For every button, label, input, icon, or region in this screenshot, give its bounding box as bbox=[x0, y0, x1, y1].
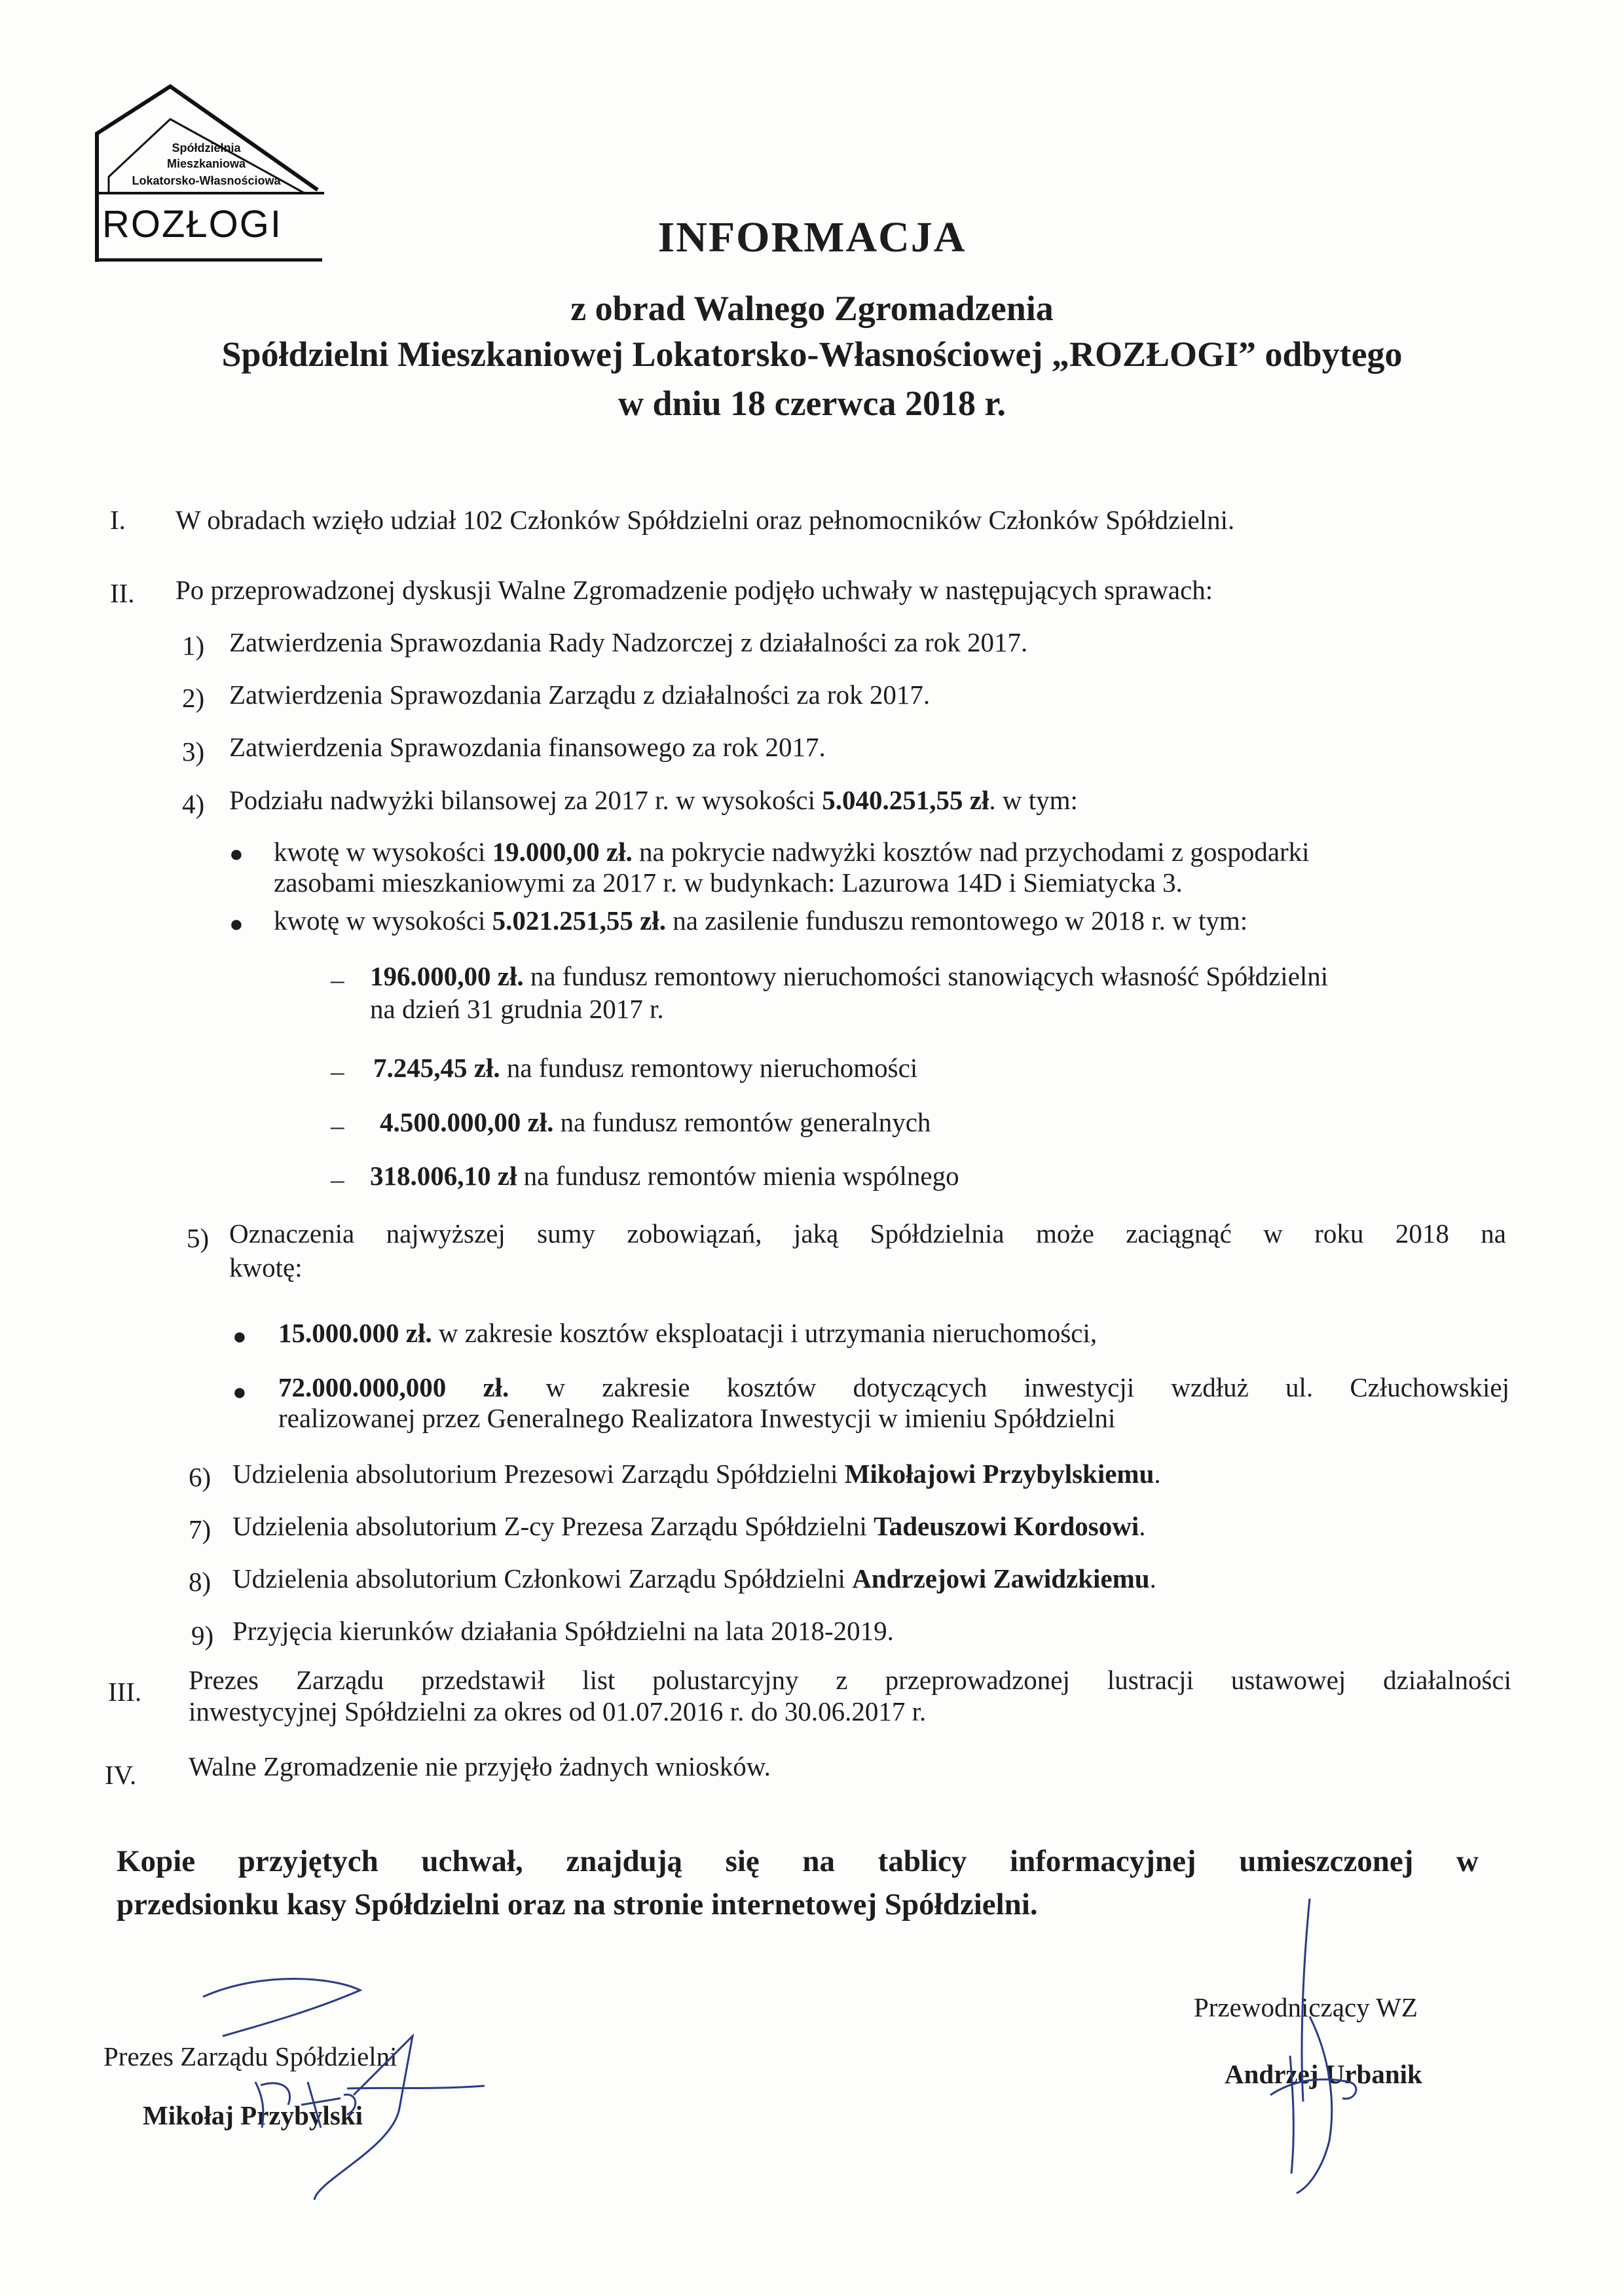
item-4-bullet-2-amount: 5.021.251,55 zł. bbox=[492, 905, 667, 936]
item-7-suffix: . bbox=[1139, 1511, 1146, 1541]
right-signatory-name: Andrzej Urbanik bbox=[1225, 2059, 1422, 2089]
item-4-amount: 5.040.251,55 zł bbox=[822, 785, 989, 815]
item-4-bullet-2-prefix: kwotę w wysokości bbox=[274, 905, 492, 936]
item-8-suffix: . bbox=[1149, 1563, 1156, 1594]
dash-item-3-amount: 4.500.000,00 zł. bbox=[380, 1107, 554, 1137]
dash-item-1-text: na fundusz remontowy nieruchomości stanowiących własność Spółdzielni bbox=[523, 961, 1329, 991]
subtitle-line2: Spółdzielni Mieszkaniowej Lokatorsko-Własnościowej „ROZŁOGI” odbytego bbox=[221, 335, 1403, 374]
item-9-text: Przyjęcia kierunków działania Spółdzielni na lata 2018-2019. bbox=[232, 1616, 894, 1646]
logo-name: ROZŁOGI bbox=[102, 203, 283, 246]
section-3-line2: inwestycyjnej Spółdzielni za okres od 01.07.2016 r. do 30.06.2017 r. bbox=[189, 1696, 927, 1726]
dash-item-1 bbox=[370, 959, 1328, 993]
item-5-bullet-1 bbox=[278, 1316, 1097, 1350]
item-7-text bbox=[232, 1509, 1146, 1543]
dash-item-2-text: na fundusz remontowy nieruchomości bbox=[500, 1053, 918, 1083]
logo-line3: Lokatorsko-Własnościowa bbox=[132, 174, 281, 187]
subtitle-line1: z obrad Walnego Zgromadzenia bbox=[570, 289, 1054, 328]
item-5-line2: kwotę: bbox=[229, 1252, 303, 1283]
left-handwritten-signature bbox=[183, 1964, 498, 2213]
section-4-text: Walne Zgromadzenie nie przyjęło żadnych wniosków. bbox=[189, 1751, 771, 1781]
left-signatory-name: Mikołaj Przybylski bbox=[143, 2100, 363, 2130]
item-6-suffix: . bbox=[1154, 1459, 1161, 1489]
item-5-bullet-1-amount: 15.000.000 zł. bbox=[278, 1318, 432, 1348]
right-handwritten-signature bbox=[1231, 1886, 1401, 2226]
item-5-number: 5) bbox=[187, 1223, 210, 1253]
item-5-bullet-2-amount: 72.000.000,000 zł. bbox=[278, 1372, 509, 1402]
item-8-number: 8) bbox=[189, 1567, 212, 1597]
item-7-number: 7) bbox=[189, 1514, 212, 1544]
item-7-prefix: Udzielenia absolutorium Z-cy Prezesa Zarządu Spółdzielni bbox=[232, 1511, 874, 1541]
closing-line2: przedsionku kasy Spółdzielni oraz na stronie internetowej Spółdzielni. bbox=[117, 1887, 1038, 1922]
item-4-text bbox=[229, 783, 1078, 817]
bullet-icon: ● bbox=[229, 911, 244, 937]
bullet-icon: ● bbox=[232, 1323, 247, 1349]
item-4-bullet-2 bbox=[274, 903, 1247, 938]
subtitle-line3: w dniu 18 czerwca 2018 r. bbox=[618, 384, 1006, 423]
item-4-bullet-1-line2: zasobami mieszkaniowymi za 2017 r. w budynkach: Lazurowa 14D i Siemiatycka 3. bbox=[274, 867, 1183, 898]
dash-icon: – bbox=[331, 1056, 344, 1086]
item-4-bullet-1-amount: 19.000,00 zł. bbox=[492, 837, 633, 867]
right-signatory-role: Przewodniczący WZ bbox=[1194, 1992, 1418, 2022]
dash-item-2-amount: 7.245,45 zł. bbox=[373, 1053, 500, 1083]
item-6-prefix: Udzielenia absolutorium Prezesowi Zarządu Spółdzielni bbox=[232, 1459, 845, 1489]
item-6-text bbox=[232, 1457, 1161, 1491]
dash-item-1-line2: na dzień 31 grudnia 2017 r. bbox=[370, 994, 664, 1024]
dash-icon: – bbox=[331, 1164, 344, 1194]
closing-line1: Kopie przyjętych uchwał, znajdują się na tablicy informacyjnej umieszczonej w bbox=[117, 1844, 1479, 1878]
item-6-person: Mikołajowi Przybylskiemu bbox=[844, 1459, 1154, 1489]
dash-icon: – bbox=[331, 964, 344, 994]
logo-line1: Spółdzielnia bbox=[172, 141, 241, 155]
item-4-bullet-1 bbox=[274, 835, 1310, 869]
item-4-prefix: Podziału nadwyżki bilansowej za 2017 r. w wysokości bbox=[229, 785, 822, 815]
section-1-text: W obradach wzięło udział 102 Członków Spółdzielni oraz pełnomocników Członków Spółdzielni. bbox=[175, 505, 1235, 535]
bullet-icon: ● bbox=[232, 1379, 247, 1405]
item-1-number: 1) bbox=[182, 630, 205, 661]
dash-item-4-text: na fundusz remontów mienia wspólnego bbox=[517, 1161, 959, 1191]
item-3-number: 3) bbox=[182, 737, 205, 767]
section-1-number: I. bbox=[110, 505, 126, 535]
document-title: INFORMACJA bbox=[657, 213, 967, 261]
item-4-bullet-1-prefix: kwotę w wysokości bbox=[274, 837, 492, 867]
left-signatory-role: Prezes Zarządu Spółdzielni bbox=[103, 2041, 397, 2071]
dash-icon: – bbox=[331, 1110, 344, 1140]
item-4-number: 4) bbox=[182, 789, 205, 819]
item-8-person: Andrzejowi Zawidzkiemu bbox=[852, 1563, 1150, 1594]
section-2-number: II. bbox=[110, 578, 135, 608]
item-2-text: Zatwierdzenia Sprawozdania Zarządu z działalności za rok 2017. bbox=[229, 680, 931, 710]
item-8-prefix: Udzielenia absolutorium Członkowi Zarządu Spółdzielni bbox=[232, 1563, 853, 1594]
dash-item-4-amount: 318.006,10 zł bbox=[370, 1161, 517, 1191]
dash-item-3 bbox=[380, 1105, 931, 1139]
item-2-number: 2) bbox=[182, 683, 205, 713]
bullet-icon: ● bbox=[229, 841, 244, 867]
item-1-text: Zatwierdzenia Sprawozdania Rady Nadzorczej z działalności za rok 2017. bbox=[229, 627, 1028, 657]
item-7-person: Tadeuszowi Kordosowi bbox=[874, 1511, 1139, 1541]
item-6-number: 6) bbox=[189, 1462, 212, 1492]
item-4-bullet-1-suffix: na pokrycie nadwyżki kosztów nad przychodami z gospodarki bbox=[632, 837, 1310, 867]
section-2-text: Po przeprowadzonej dyskusji Walne Zgromadzenie podjęło uchwały w następujących sprawach: bbox=[175, 575, 1213, 605]
section-3-line1: Prezes Zarządu przedstawił list polustarcyjny z przeprowadzonej lustracji ustawowej działalności bbox=[189, 1665, 1511, 1695]
dash-item-3-text: na fundusz remontów generalnych bbox=[553, 1107, 931, 1137]
item-5-bullet-2 bbox=[278, 1370, 1509, 1404]
item-3-text: Zatwierdzenia Sprawozdania finansowego za rok 2017. bbox=[229, 732, 826, 762]
item-5-line1: Oznaczenia najwyższej sumy zobowiązań, jaką Spółdzielnia może zaciągnąć w roku 2018 na bbox=[229, 1218, 1506, 1248]
item-8-text bbox=[232, 1561, 1156, 1595]
item-9-number: 9) bbox=[191, 1620, 214, 1650]
item-4-suffix: . w tym: bbox=[989, 785, 1078, 815]
item-5-bullet-1-text: w zakresie kosztów eksploatacji i utrzymania nieruchomości, bbox=[432, 1318, 1098, 1348]
item-4-bullet-2-suffix: na zasilenie funduszu remontowego w 2018 r. w tym: bbox=[666, 905, 1248, 936]
logo-line2: Mieszkaniowa bbox=[166, 157, 246, 170]
section-3-number: III. bbox=[108, 1677, 142, 1707]
dash-item-2 bbox=[373, 1051, 917, 1085]
section-4-number: IV. bbox=[105, 1760, 137, 1790]
dash-item-1-amount: 196.000,00 zł. bbox=[370, 961, 524, 991]
item-5-bullet-2-text: w zakresie kosztów dotyczących inwestycji wzdłuż ul. Człuchowskiej bbox=[509, 1372, 1510, 1402]
item-5-bullet-2-line2: realizowanej przez Generalnego Realizatora Inwestycji w imieniu Spółdzielni bbox=[278, 1403, 1116, 1433]
dash-item-4 bbox=[370, 1159, 959, 1193]
